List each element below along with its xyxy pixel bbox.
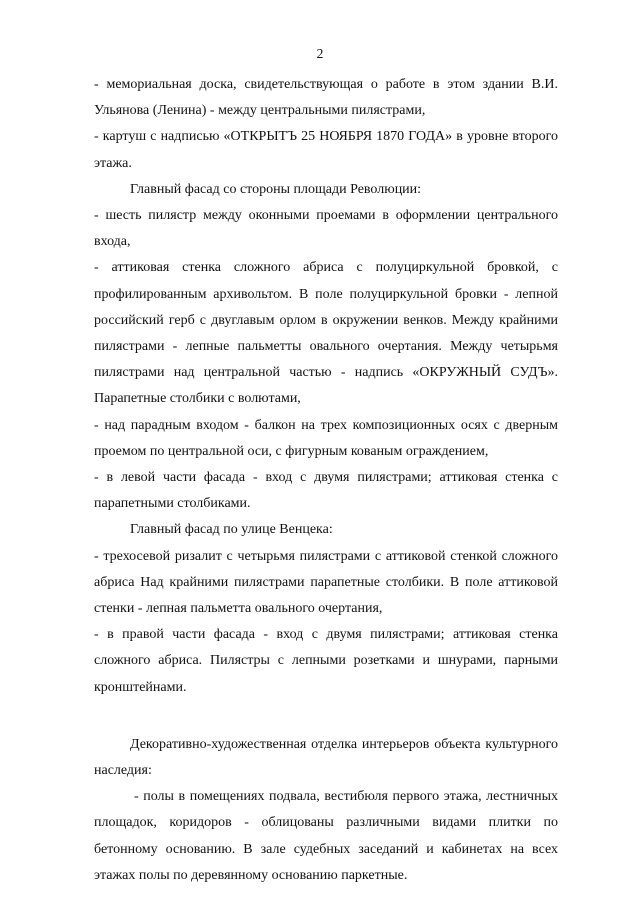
page-number: 2 — [316, 46, 324, 61]
heading-revolution-square-facade: Главный фасад со стороны площади Революции: — [130, 181, 422, 197]
paragraph-balcony: - над парадным входом - балкон на трех композиционных осях с дверным проемом по центральной оси, с фигурным кованым ограждением, — [94, 417, 558, 459]
paragraph-right-entrance: - в правой части фасада - вход с двумя пилястрами; аттиковая стенка сложного абриса. Пилястры с лепными розетками и шнурами, парными кронштейнами. — [94, 627, 558, 695]
paragraph-memorial-plaque: - мемориальная доска, свидетельствующая о работе в этом здании В.И. Ульянова (Ленина) - между центральными пилястрами, — [94, 77, 558, 119]
paragraph-cartouche: - картуш с надписью «ОТКРЫТЪ 25 НОЯБРЯ 1870 ГОДА» в уровне второго этажа. — [94, 129, 558, 171]
paragraph-risalit: - трехосевой ризалит с четырьмя пилястрами с аттиковой стенкой сложного абриса Над крайними пилястрами парапетные столбики. В поле аттиковой стенки - лепная пальметта овального очертания, — [94, 548, 558, 617]
paragraph-left-entrance: - в левой части фасада - вход с двумя пилястрами; аттиковая стенка с парапетными столбиками. — [94, 470, 558, 512]
heading-ventseka-street-facade: Главный фасад по улице Венцека: — [130, 522, 333, 538]
paragraph-floors: - полы в помещениях подвала, вестибюля первого этажа, лестничных площадок, коридоров - облицованы различными видами плитки по бетонному основанию. В зале судебных заседаний и кабинетах на всех этажах полы по деревянному основанию паркетные. — [94, 789, 558, 883]
paragraph-six-pilasters: - шесть пилястр между оконными проемами в оформлении центрального входа, — [94, 208, 558, 250]
document-body — [94, 72, 558, 889]
paragraph-attic-wall: - аттиковая стенка сложного абриса с полуциркульной бровкой, с профилированным архивольтом. В поле полуциркульной бровки - лепной российский герб с двуглавым орлом в окружении венков. Между крайними пилястрами - лепные пальметты овального очертания. Между четырьмя пилястрами над центральной частью - надпись «ОКРУЖНЫЙ СУДЪ». Парапетные столбики с волютами, — [94, 260, 558, 407]
heading-interior-decoration: Декоративно-художественная отделка интерьеров объекта культурного наследия: — [94, 736, 558, 779]
